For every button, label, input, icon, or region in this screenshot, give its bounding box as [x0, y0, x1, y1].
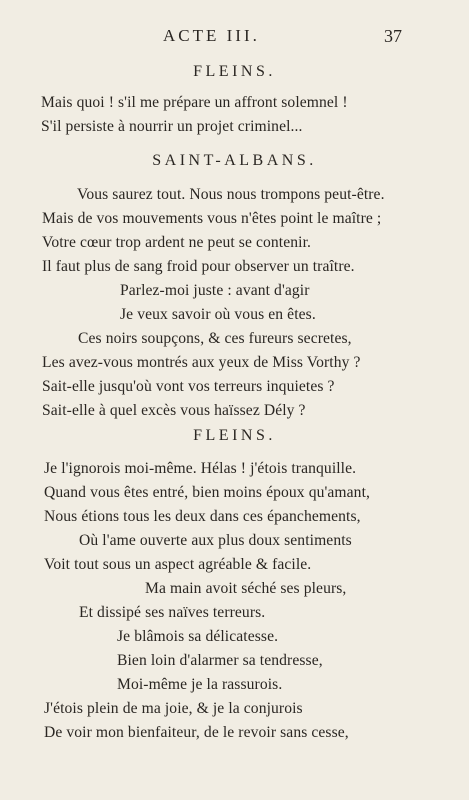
- verse-line: Je veux savoir où vous en êtes.: [120, 306, 316, 323]
- verse-line: Quand vous êtes entré, bien moins époux qu'amant,: [44, 484, 371, 501]
- verse-line: Voit tout sous un aspect agréable & facile.: [44, 556, 312, 573]
- verse-line: Ma main avoit séché ses pleurs,: [145, 580, 347, 597]
- verse-line: Sait-elle jusqu'où vont vos terreurs inquietes ?: [42, 378, 335, 395]
- verse-line: Moi-même je la rassurois.: [117, 676, 283, 693]
- verse-line: Et dissipé ses naïves terreurs.: [79, 604, 266, 621]
- verse-line: Votre cœur trop ardent ne peut se contenir.: [42, 234, 312, 251]
- verse-line: Ces noirs soupçons, & ces fureurs secretes,: [78, 330, 352, 347]
- verse-line: Mais de vos mouvements vous n'êtes point le maître ;: [42, 210, 382, 227]
- verse-line: De voir mon bienfaiteur, de le revoir sans cesse,: [44, 724, 349, 741]
- verse-line: Où l'ame ouverte aux plus doux sentiments: [79, 532, 352, 549]
- verse-line: Parlez-moi juste : avant d'agir: [120, 282, 310, 299]
- verse-line: S'il persiste à nourrir un projet criminel...: [41, 118, 303, 135]
- verse-line: Il faut plus de sang froid pour observer un traître.: [42, 258, 355, 275]
- verse-line: J'étois plein de ma joie, & je la conjurois: [44, 700, 303, 717]
- page-number: 37: [384, 26, 402, 46]
- verse-line: Sait-elle à quel excès vous haïssez Dély ?: [42, 402, 306, 419]
- speaker-name: FLEINS.: [193, 427, 276, 444]
- verse-line: Bien loin d'alarmer sa tendresse,: [117, 652, 323, 669]
- verse-line: Vous saurez tout. Nous nous trompons peut-être.: [77, 186, 385, 203]
- speaker-name: SAINT-ALBANS.: [152, 152, 317, 169]
- verse-line: Mais quoi ! s'il me prépare un affront solemnel !: [41, 94, 348, 111]
- verse-line: Je blâmois sa délicatesse.: [117, 628, 279, 645]
- verse-line: Nous étions tous les deux dans ces épanchements,: [44, 508, 361, 525]
- act-heading: ACTE III.: [163, 26, 260, 45]
- verse-line: Je l'ignorois moi-même. Hélas ! j'étois tranquille.: [44, 460, 357, 477]
- verse-line: Les avez-vous montrés aux yeux de Miss Vorthy ?: [42, 354, 361, 371]
- speaker-name: FLEINS.: [193, 63, 276, 80]
